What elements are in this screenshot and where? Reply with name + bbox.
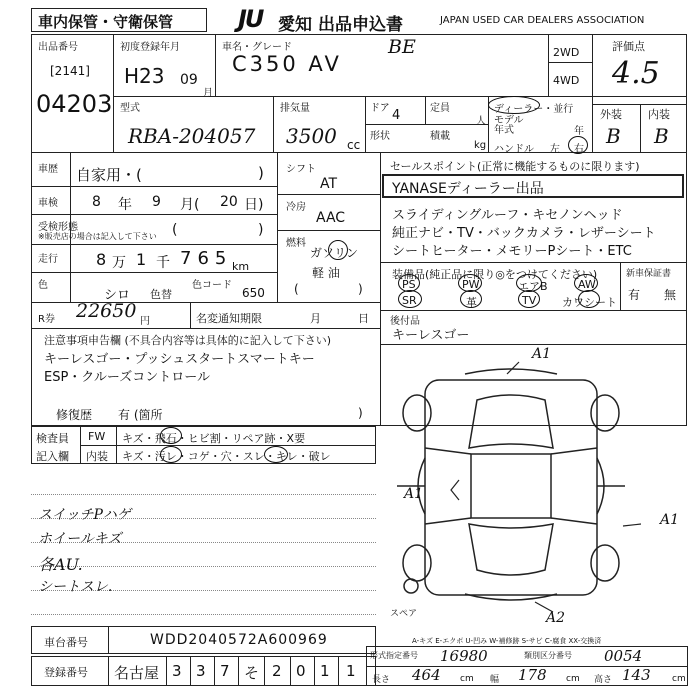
plate-char-4: 2: [272, 662, 282, 680]
handle-label: ハンドル: [494, 144, 534, 155]
registration-year: H23: [124, 64, 165, 88]
inspection-month-unit: 月(: [180, 197, 200, 213]
aftermarket-label: 後付品: [390, 316, 420, 327]
lot-number: 04203: [36, 90, 113, 118]
grade-label: 評価点: [612, 40, 645, 53]
divider: [273, 96, 274, 152]
registration-month: 09: [180, 72, 198, 88]
notes-line1: キーレスゴー・プッシュスタートスマートキー: [44, 352, 315, 367]
notes-line2: ESP・クルーズコントロール: [44, 370, 211, 385]
shift-value: AT: [320, 176, 338, 192]
repair-label: 修復歴: [56, 408, 93, 422]
height-value: 143: [622, 666, 651, 684]
divider: [31, 214, 277, 215]
inspector-row1-cat: FW: [88, 430, 106, 443]
plate-char-5: 0: [296, 662, 306, 680]
length-unit: cm: [460, 674, 474, 684]
spare-label: スペア: [390, 609, 418, 619]
length-value: 464: [412, 666, 441, 684]
repaint-label: 色替: [150, 288, 172, 301]
inspector-circle: [160, 446, 182, 463]
plate-city: 名古屋: [114, 664, 160, 682]
exterior-grade: B: [606, 124, 621, 148]
handle-left: 左: [550, 144, 560, 155]
exterior-label: 外装: [600, 108, 622, 121]
mileage-sen-unit: 千: [156, 255, 170, 271]
receive-close: ): [258, 222, 264, 238]
fuel-open: (: [294, 282, 299, 296]
mileage-man-unit: 万: [112, 255, 126, 271]
plate-char-6: 1: [320, 662, 330, 680]
model-code-label: 型式: [120, 103, 140, 114]
selling-line-1: YANASEディーラー出品: [392, 181, 544, 197]
repair-close: ): [358, 406, 363, 420]
recycle-yen: 円: [140, 316, 150, 327]
model-year-label: モデル年式: [494, 115, 524, 136]
divider: [277, 230, 380, 231]
lot-bracket: [2141]: [50, 64, 90, 78]
damage-mark-2: A1: [404, 486, 424, 502]
divider: [31, 244, 277, 245]
divider: [190, 302, 191, 328]
handle-right-circle: [568, 136, 588, 154]
equipment-sr: SR: [402, 294, 417, 307]
divider: [380, 344, 687, 345]
equipment-seat: カワシート: [562, 296, 617, 309]
divider: [592, 34, 593, 152]
height-label: 高さ: [594, 675, 613, 685]
equip-circle: [518, 290, 540, 308]
divider: [108, 656, 109, 686]
equip-circle: [578, 290, 600, 308]
fuel-circle: [328, 240, 348, 260]
usage-close: ): [258, 164, 264, 182]
equipment-aw: AW: [578, 278, 596, 291]
warranty-no: 無: [664, 288, 677, 302]
drive-2wd: 2WD: [553, 46, 580, 59]
plate-label: 登録番号: [44, 666, 88, 679]
plate-char-1: 3: [196, 662, 206, 680]
inspection-year-unit: 年: [118, 197, 132, 213]
notice-month: 月: [310, 312, 321, 325]
divider: [113, 96, 687, 97]
mileage-rest: 765: [180, 248, 233, 269]
inspector-circle: [160, 427, 182, 444]
divider: [365, 124, 488, 125]
usage-label: 車歴: [38, 164, 58, 175]
divider: [425, 96, 426, 124]
class-num-label: 類別区分番号: [524, 651, 572, 660]
selling-line-2: スライディングルーフ・キセノンヘッド: [392, 208, 623, 223]
class-num: 0054: [604, 647, 643, 665]
model-code: RBA-204057: [128, 124, 256, 148]
divider: [548, 62, 592, 63]
divider: [314, 656, 315, 686]
model-name: C350 AV: [232, 52, 342, 76]
chassis-number: WDD2040572A600969: [150, 632, 328, 648]
fuel-gasoline: ガソリン: [310, 246, 359, 260]
remark-4: シートスレ.: [38, 579, 113, 595]
displacement: 3500: [286, 124, 337, 148]
handle-right: 右: [574, 144, 584, 155]
displacement-label: 排気量: [280, 103, 310, 114]
drive-4wd: 4WD: [553, 74, 580, 87]
interior-grade: B: [654, 124, 669, 148]
spec-num-label: 形式指定番号: [370, 651, 418, 660]
spec-num: 16980: [440, 647, 488, 665]
receive-label: 受検形態: [38, 222, 78, 233]
inspector-label-2: 記入欄: [36, 450, 69, 463]
selling-line-3: 純正ナビ・TV・バックカメラ・レザーシート: [392, 226, 656, 241]
color-code: 650: [242, 286, 265, 300]
divider: [640, 104, 641, 152]
association-name: JAPAN USED CAR DEALERS ASSOCIATION: [440, 15, 645, 26]
divider: [190, 656, 191, 686]
doors-value: 4: [392, 108, 401, 123]
dealer-label: ディーラー・並行: [494, 104, 574, 115]
region-name: 愛知: [278, 15, 312, 35]
chassis-label: 車台番号: [44, 636, 88, 649]
lot-label: 出品番号: [38, 42, 78, 53]
remark-1: スイッチPハゲ: [38, 507, 131, 523]
inspector-row2: キズ・汚レ・コゲ・穴・スレ・キレ・破レ: [122, 450, 331, 463]
divider: [620, 262, 621, 310]
divider: [264, 656, 265, 686]
inspection-day-unit: 日): [244, 197, 264, 213]
divider: [277, 194, 380, 195]
divider: [290, 656, 291, 686]
color-label: 色: [38, 280, 48, 291]
ac-label: 冷房: [286, 202, 306, 213]
model-name-label: 車名・グレード: [222, 42, 292, 53]
divider: [31, 614, 376, 615]
notice-label: 名変通知期限: [196, 312, 262, 325]
equipment-airbag: エアB: [518, 280, 548, 293]
divider: [214, 656, 215, 686]
shift-label: シフト: [286, 164, 316, 175]
equipment-leather: 革: [466, 296, 477, 309]
equipment-tv: TV: [522, 294, 537, 307]
warranty-yes: 有: [628, 288, 641, 302]
mileage-label: 走行: [38, 254, 58, 265]
divider: [380, 310, 687, 311]
mileage-sen: 1: [136, 250, 147, 269]
damage-mark-3: A1: [660, 512, 680, 528]
mileage-unit: km: [232, 260, 250, 273]
usage-value: 自家用・(: [76, 166, 142, 184]
remark-2: ホイールキズ: [38, 531, 122, 547]
receive-open: (: [172, 222, 178, 238]
fuel-label: 燃料: [286, 238, 306, 249]
kg-unit: kg: [474, 140, 487, 151]
damage-mark-1: A1: [532, 346, 552, 362]
inspection-day: 20: [220, 194, 238, 210]
year-unit: 年: [574, 126, 584, 137]
divider: [31, 186, 277, 187]
width-value: 178: [518, 666, 547, 684]
recycle-amount: 22650: [76, 300, 137, 322]
height-unit: cm: [672, 674, 686, 684]
equipment-pw: PW: [462, 278, 480, 291]
aftermarket-value: キーレスゴー: [392, 328, 470, 343]
divider: [238, 656, 239, 686]
plate-char-2: 7: [220, 662, 230, 680]
width-label: 幅: [490, 675, 500, 685]
inspector-label-1: 検査員: [36, 432, 69, 445]
mileage-man: 8: [96, 250, 107, 269]
inspector-row2-cat: 内装: [86, 450, 108, 463]
fuel-diesel: 軽 油: [312, 266, 340, 280]
plate-char-0: 3: [172, 662, 182, 680]
plate-char-7: 1: [346, 662, 356, 680]
divider: [166, 656, 167, 686]
receive-note: ※販売店の場合は記入して下さい: [38, 232, 157, 241]
dealer-circle: [488, 96, 540, 114]
notice-day: 日: [358, 312, 369, 325]
model-name-extra: BE: [388, 36, 416, 58]
inspector-circle: [264, 446, 288, 463]
width-unit: cm: [566, 674, 580, 684]
color-value: シロ: [104, 288, 131, 303]
divider: [215, 34, 216, 96]
divider: [31, 152, 687, 153]
plate-char-3: そ: [244, 664, 260, 682]
inspection-label: 車検: [38, 198, 58, 209]
equip-circle: [460, 290, 482, 308]
divider: [113, 34, 114, 152]
divider: [31, 328, 380, 329]
divider: [380, 262, 687, 263]
damage-mark-4: A2: [546, 610, 566, 626]
damage-legend: A-キズ E-エクボ U-凹み W-補修跡 S-サビ C-腐食 XX-交換済: [412, 637, 602, 645]
selling-label: セールスポイント(正常に機能するものに限ります): [390, 160, 640, 173]
cc-unit: cc: [347, 138, 361, 152]
capacity-unit: 人: [476, 116, 486, 127]
divider: [277, 152, 278, 302]
length-label: 長さ: [372, 675, 391, 685]
shape-label: 形状: [370, 131, 390, 142]
load-label: 積載: [430, 131, 450, 142]
registration-month-unit: 月: [203, 88, 213, 99]
car-damage-diagram: [395, 348, 695, 636]
doors-label: ドア: [370, 103, 390, 114]
divider: [108, 626, 109, 654]
warranty-label: 新車保証書: [626, 269, 672, 279]
ju-logo: JU: [238, 5, 263, 33]
color-code-label: 色コード: [192, 280, 232, 291]
grade-score: 4.5: [612, 56, 660, 91]
divider: [31, 566, 376, 567]
storage-label: 車内保管・守衛保管: [38, 13, 174, 31]
divider: [548, 34, 549, 96]
inspector-row1: キズ・飛石・ヒビ割・リペア跡・X要: [122, 432, 306, 445]
registration-label: 初度登録年月: [120, 42, 180, 53]
divider: [338, 656, 339, 686]
inspection-month: 9: [152, 194, 161, 210]
recycle-label: R券: [38, 314, 55, 325]
capacity-label: 定員: [430, 103, 450, 114]
repair-value: 有 (箇所: [118, 408, 163, 422]
form-title: 出品申込書: [318, 15, 403, 35]
selling-line-4: シートヒーター・メモリーPシート・ETC: [392, 244, 632, 259]
equipment-label: 装備品(純正品に限り◎をつけてください): [392, 268, 598, 281]
remark-3: 各AU.: [38, 555, 83, 574]
notes-label: 注意事項申告欄 (不具合内容等は具体的に記入して下さい): [44, 334, 332, 347]
equipment-ps: PS: [402, 278, 416, 291]
inspection-year: 8: [92, 194, 101, 210]
divider: [31, 494, 376, 495]
divider: [380, 152, 381, 426]
interior-label: 内装: [648, 108, 670, 121]
fuel-close: ): [358, 282, 363, 296]
ac-value: AAC: [316, 210, 346, 226]
equip-circle: [398, 290, 422, 308]
